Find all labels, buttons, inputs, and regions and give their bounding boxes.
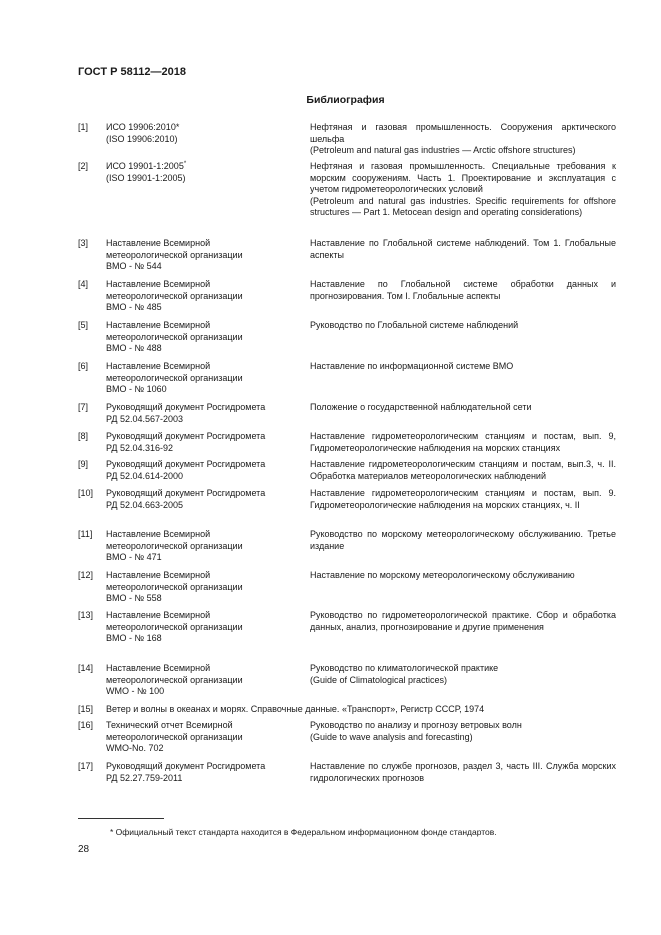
entry-source: Наставление Всемирной метеорологической организации ВМО - № 544: [106, 238, 243, 271]
entry-number: [7]: [78, 402, 89, 412]
entry-number: [4]: [78, 279, 89, 289]
entry-source: Наставление Всемирной метеорологической организации ВМО - № 1060: [106, 361, 243, 394]
section-title: Библиография: [306, 94, 385, 106]
entry-description: Наставление по информационной системе ВМО: [310, 361, 514, 371]
entry-source: Наставление Всемирной метеорологической организации ВМО - № 471: [106, 529, 243, 562]
entry-description: Наставление по Глобальной системе обработки данных и прогнозирования. Том I. Глобальные аспекты: [310, 279, 616, 301]
entry-number: [16]: [78, 720, 94, 730]
entry-description: Руководство по анализу и прогнозу ветровых волн (Guide to wave analysis and forecasting): [310, 720, 522, 742]
entry-source: Руководящий документ Росгидромета РД 52.04.567-2003: [106, 402, 266, 424]
entry-number: [1]: [78, 122, 89, 132]
entry-source: Наставление Всемирной метеорологической организации ВМО - № 558: [106, 570, 243, 603]
entry-source: Руководящий документ Росгидромета РД 52.04.614-2000: [106, 459, 266, 481]
entry-number: [12]: [78, 570, 94, 580]
entry-description: Наставление гидрометеорологическим станциям и постам, вып.3, ч. II. Обработка материалов метеорологических наблюдений: [310, 459, 616, 481]
entry-source-line: ИСО 19901-1:2005: [106, 161, 184, 171]
entry-source: Наставление Всемирной метеорологической организации WMO - № 100: [106, 663, 243, 696]
entry-description: Руководство по Глобальной системе наблюдений: [310, 320, 519, 330]
page-number: 28: [78, 844, 90, 855]
entry-description: Нефтяная и газовая промышленность. Сооружения арктического шельфа (Petroleum and natural gas industries — Arctic offshore structures): [310, 122, 616, 155]
entry-source: ИСО 19906:2010* (ISO 19906:2010): [106, 122, 180, 144]
entry-source-line: (ISO 19901-1:2005): [106, 172, 186, 183]
entry-number: [13]: [78, 610, 94, 620]
entry-number: [11]: [78, 529, 93, 539]
entry-description: Наставление гидрометеорологическим станциям и постам, вып. 9, Гидрометеорологические наблюдения на морских станциях: [310, 431, 616, 453]
entry-description: Нефтяная и газовая промышленность. Специальные требования к морским сооружениям. Часть 1. Проектирование и эксплуатация с учетом гидрометеорологических условий (Petroleum and natural gas industries. Specific requirements for offshore structures — Part 1. Metocean design and operating considerations): [310, 161, 616, 217]
entry-source: Руководящий документ Росгидромета РД 52.04.663-2005: [106, 488, 266, 510]
entry-description: Положение о государственной наблюдательной сети: [310, 402, 532, 412]
entry-description: Наставление по морскому метеорологическому обслуживанию: [310, 570, 575, 580]
entry-description: Наставление по службе прогнозов, раздел 3, часть III. Служба морских гидрологических прогнозов: [310, 761, 616, 783]
entry-number: [15]: [78, 704, 94, 714]
entry-description: Руководство по климатологической практике (Guide of Climatological practices): [310, 663, 499, 685]
entry-number: [5]: [78, 320, 89, 330]
entry-source: Наставление Всемирной метеорологической организации ВМО - № 488: [106, 320, 243, 353]
entry-number: [17]: [78, 761, 94, 771]
entry-full-text: Ветер и волны в океанах и морях. Справочные данные. «Транспорт», Регистр СССР, 1974: [106, 704, 485, 714]
entry-description: Руководство по морскому метеорологическому обслуживанию. Третье издание: [310, 529, 616, 551]
footnote-divider: [78, 818, 164, 819]
entry-source: Руководящий документ Росгидромета РД 52.04.316-92: [106, 431, 266, 453]
entry-source: [106, 161, 306, 184]
entry-source: Руководящий документ Росгидромета РД 52.27.759-2011: [106, 761, 266, 783]
entry-description: Наставление гидрометеорологическим станциям и постам, вып. 9. Гидрометеорологические наблюдения на морских станциях, ч. II: [310, 488, 616, 510]
entry-number: [3]: [78, 238, 89, 248]
entry-number: [14]: [78, 663, 94, 673]
entry-description: Наставление по Глобальной системе наблюдений. Том 1. Глобальные аспекты: [310, 238, 616, 260]
entry-description: Руководство по гидрометеорологической практике. Сбор и обработка данных, анализ, прогнозирование и другие применения: [310, 610, 616, 632]
entry-source: Наставление Всемирной метеорологической организации ВМО - № 168: [106, 610, 243, 643]
entry-number: [8]: [78, 431, 89, 441]
footnote-marker: *: [183, 161, 187, 167]
standard-header: ГОСТ Р 58112—2018: [78, 66, 186, 78]
entry-number: [2]: [78, 161, 89, 171]
entry-source: Наставление Всемирной метеорологической организации ВМО - № 485: [106, 279, 243, 312]
entry-number: [6]: [78, 361, 89, 371]
entry-source: Технический отчет Всемирной метеорологической организации WMO-No. 702: [106, 720, 243, 753]
entry-number: [10]: [78, 488, 94, 498]
footnote: * Официальный текст стандарта находится в Федеральном информационном фонде стандартов.: [110, 827, 497, 837]
entry-number: [9]: [78, 459, 89, 469]
